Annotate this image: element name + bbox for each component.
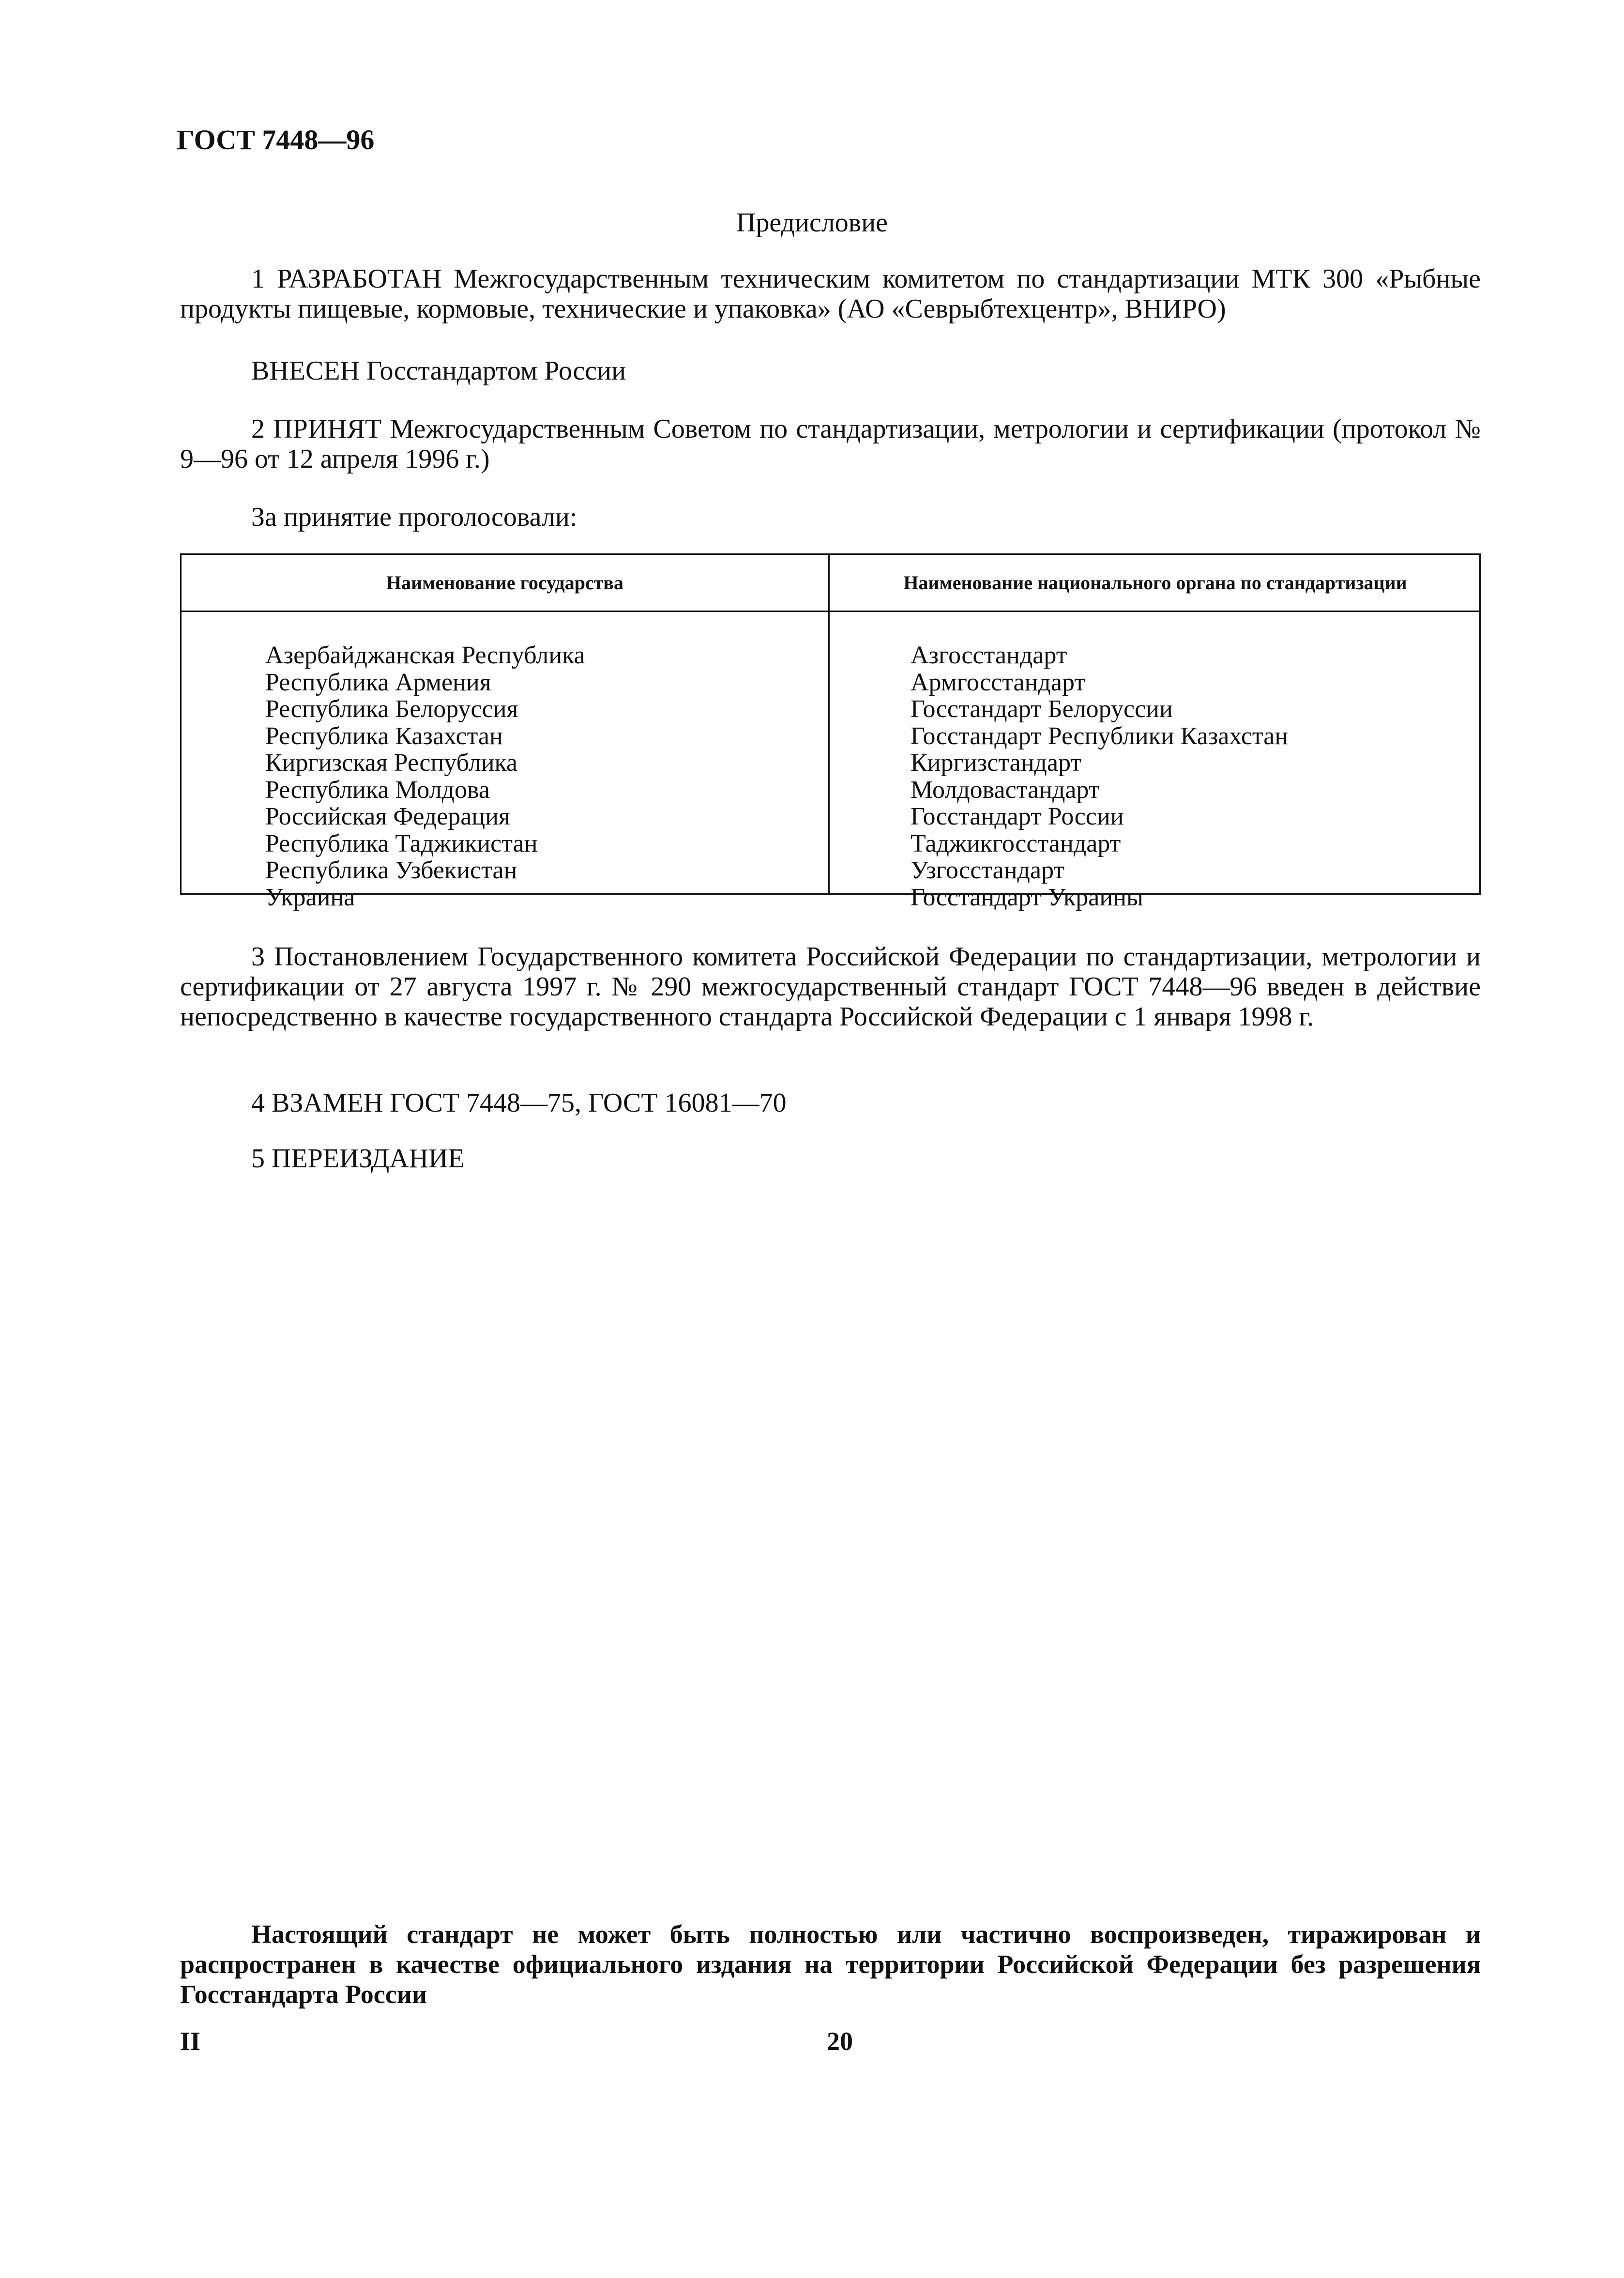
voted-label: За принятие проголосовали:: [251, 502, 577, 532]
standards-body-item: Таджикгосстандарт: [911, 829, 1121, 857]
foreword-item-2: 2 ПРИНЯТ Межгосударственным Советом по стандартизации, метрологии и сертификации (протокол № 9—96 от 12 апреля 1996 г.): [180, 414, 1481, 474]
state-item: Азербайджанская Республика: [265, 642, 585, 669]
table-header-state: Наименование государства: [386, 572, 624, 594]
standards-body-item: Молдовастандарт: [911, 776, 1100, 804]
standards-body-item: Киргизстандарт: [911, 749, 1082, 777]
roman-page-number: II: [180, 2027, 201, 2056]
table-header-divider: [182, 611, 1479, 612]
foreword-item-5: 5 ПЕРЕИЗДАНИЕ: [251, 1144, 465, 1174]
voting-table: [180, 553, 1481, 911]
standards-body-item: Азгосстандарт: [911, 642, 1067, 669]
standards-body-item: Госстандарт Украины: [911, 883, 1143, 911]
foreword-item-3: 3 Постановлением Государственного комитета Российской Федерации по стандартизации, метрологии и сертификации от 27 августа 1997 г. № 290 межгосударственный стандарт ГОСТ 7448—96 введен в действие непосредственно в качестве государственного стандарта Российской Федерации с 1 января 1998 г.: [180, 942, 1481, 1032]
foreword-item-4: 4 ВЗАМЕН ГОСТ 7448—75, ГОСТ 16081—70: [251, 1088, 787, 1118]
foreword-item-1: 1 РАЗРАБОТАН Межгосударственным техническим комитетом по стандартизации МТК 300 «Рыбные продукты пищевые, кормовые, технические и упаковка» (АО «Севрыбтехцентр», ВНИРО): [180, 264, 1481, 324]
state-item: Республика Армения: [265, 668, 491, 696]
document-code: ГОСТ 7448—96: [177, 124, 375, 155]
standards-body-item: Армгосстандарт: [911, 668, 1086, 696]
standards-body-item: Госстандарт Республики Казахстан: [911, 722, 1289, 750]
foreword-introduced-by: ВНЕСЕН Госстандартом России: [251, 356, 626, 386]
state-item: Республика Узбекистан: [265, 856, 517, 884]
state-item: Киргизская Республика: [265, 749, 518, 777]
state-item: Республика Белоруссия: [265, 695, 518, 723]
foreword-title: Предисловие: [736, 208, 888, 238]
standards-body-list: [911, 642, 1288, 911]
state-item: Республика Молдова: [265, 776, 490, 804]
state-list: [265, 642, 585, 911]
standards-body-item: Госстандарт Белоруссии: [911, 695, 1173, 723]
standards-body-item: Госстандарт России: [911, 803, 1124, 830]
table-header-standards-body: Наименование национального органа по стандартизации: [903, 572, 1407, 594]
state-item: Российская Федерация: [265, 803, 510, 830]
state-item: Республика Казахстан: [265, 722, 503, 750]
state-item: Республика Таджикистан: [265, 829, 538, 857]
copyright-note: Настоящий стандарт не может быть полностью или частично воспроизведен, тиражирован и распространен в качестве официального издания на территории Российской Федерации без разрешения Госстандарта России: [180, 1920, 1481, 2009]
page-number: 20: [827, 2027, 853, 2056]
standards-body-item: Узгосстандарт: [911, 856, 1065, 884]
state-item: Украина: [265, 883, 355, 911]
